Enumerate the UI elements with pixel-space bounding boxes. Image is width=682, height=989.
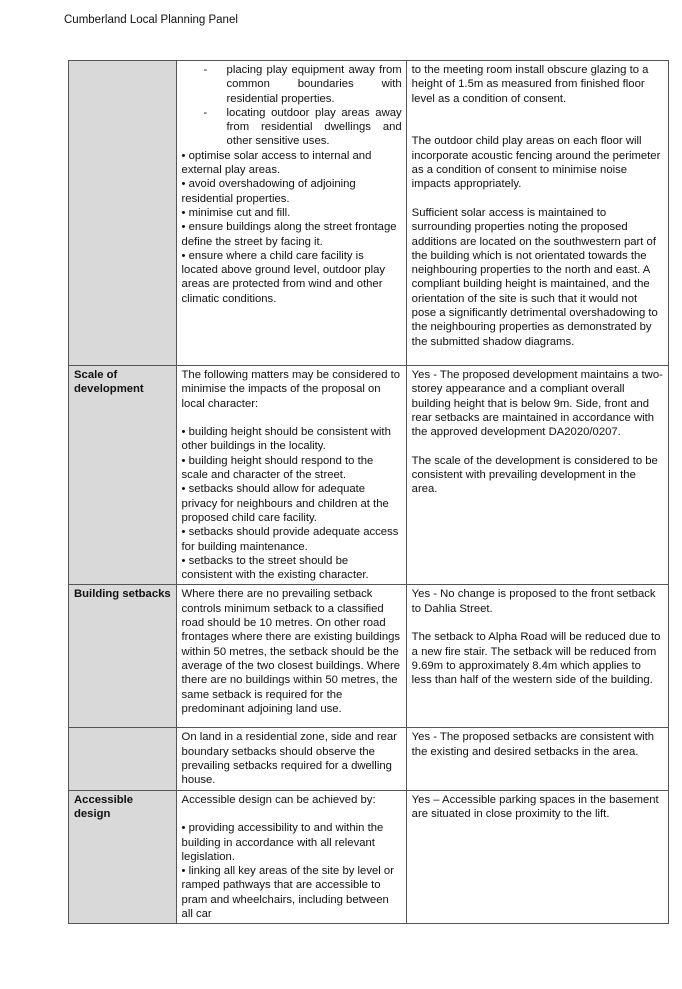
bullet-item: • avoid overshadowing of adjoining residential properties. [181,178,356,205]
bullet-item: • minimise cut and fill. [181,206,291,219]
bullet-item: • ensure where a child care facility is located above ground level, outdoor play areas are protected from wind and other climatic conditions. [181,249,386,305]
list-item-text: locating outdoor play areas away from residential dwellings and other sensitive uses. [226,106,402,148]
table-row [69,585,669,728]
control-cell [176,61,406,366]
bullet-item: • setbacks should provide adequate access for building maintenance. [181,526,399,553]
row-label: Building setbacks [69,585,177,728]
bullet-item: • building height should respond to the scale and character of the street. [181,454,374,482]
table-row [69,61,669,366]
paragraph: The scale of the development is considered to be consistent with prevailing development in the area. [411,454,658,496]
row-label [69,61,177,366]
control-cell: On land in a residential zone, side and rear boundary setbacks should observe the prevailing setbacks required for a dwelling house. [176,728,406,790]
table-row [69,728,669,790]
paragraph: The outdoor child play areas on each floor will incorporate acoustic fencing around the perimeter as a condition of consent to minimise noise impacts appropriately. [411,135,661,191]
paragraph: Yes - No change is proposed to the front setback to Dahlia Street. [411,588,656,615]
control-cell: Where there are no prevailing setback controls minimum setback to a classified road should be 10 metres. On other road frontages where there are existing buildings within 50 metres, the setback should be the average of the two closest buildings. Where there are no buildings within 50 metres, the same setback is required for the predominant adjoining land use. [176,585,406,728]
bullet-item: • linking all key areas of the site by level or ramped pathways that are accessible to pram and wheelchairs, including between all car [181,865,394,921]
page-header-title: Cumberland Local Planning Panel [64,14,238,26]
table-row [69,366,669,585]
assessment-cell: Yes – Accessible parking spaces in the basement are situated in close proximity to the lift. [406,790,668,924]
paragraph: Sufficient solar access is maintained to surrounding properties noting the proposed additions are located on the southwestern part of the building which is not orientated towards the neighbouring properties to the north and east. A compliant building height is maintained, and the orientation of the site is such that it would not pose a significantly detrimental overshadowing to the neighbouring properties as demonstrated by the submitted shadow diagrams. [411,206,658,348]
bullet-item: • setbacks should allow for adequate privacy for neighbours and children at the proposed child care facility. [181,483,389,524]
paragraph: Accessible design can be achieved by: [181,793,376,806]
paragraph: The setback to Alpha Road will be reduced due to a new fire stair. The setback will be reduced from 9.69m to approximately 8.4m which applies to less than half of the western side of the building. [411,631,661,687]
dash-marker: - [203,64,208,76]
row-label [69,728,177,790]
bullet-item: • ensure buildings along the street frontage define the street by facing it. [181,221,397,248]
paragraph: Yes - The proposed development maintains a two-storey appearance and a compliant overall building height that is below 9m. Side, front and rear setbacks are maintained in accordance with the approved development DA2020/0207. [411,369,663,439]
paragraph: The following matters may be considered to minimise the impacts of the proposal on local character: [181,369,401,410]
list-item [182,63,402,106]
bullet-item: • providing accessibility to and within the building in accordance with all relevant legislation. [181,822,384,863]
assessment-cell [406,366,668,585]
control-cell [176,366,406,585]
row-label: Accessible design [69,790,177,924]
assessment-cell [406,61,668,366]
bullet-item: • setbacks to the street should be consistent with the existing character. [181,554,369,582]
bullet-item: • building height should be consistent with other buildings in the locality. [181,426,391,453]
list-item [182,106,402,149]
paragraph: to the meeting room install obscure glazing to a height of 1.5m as measured from finished floor level as a condition of consent. [411,64,649,105]
dash-marker: - [203,106,208,119]
compliance-table [68,60,669,924]
list-item-text: placing play equipment away from common boundaries with residential properties. [226,64,402,105]
table-row [69,790,669,924]
control-cell [176,790,406,924]
row-label: Scale of development [69,366,177,585]
bullet-item: • optimise solar access to internal and external play areas. [181,149,372,177]
assessment-cell [406,585,668,728]
assessment-cell: Yes - The proposed setbacks are consistent with the existing and desired setbacks in the area. [406,728,668,790]
